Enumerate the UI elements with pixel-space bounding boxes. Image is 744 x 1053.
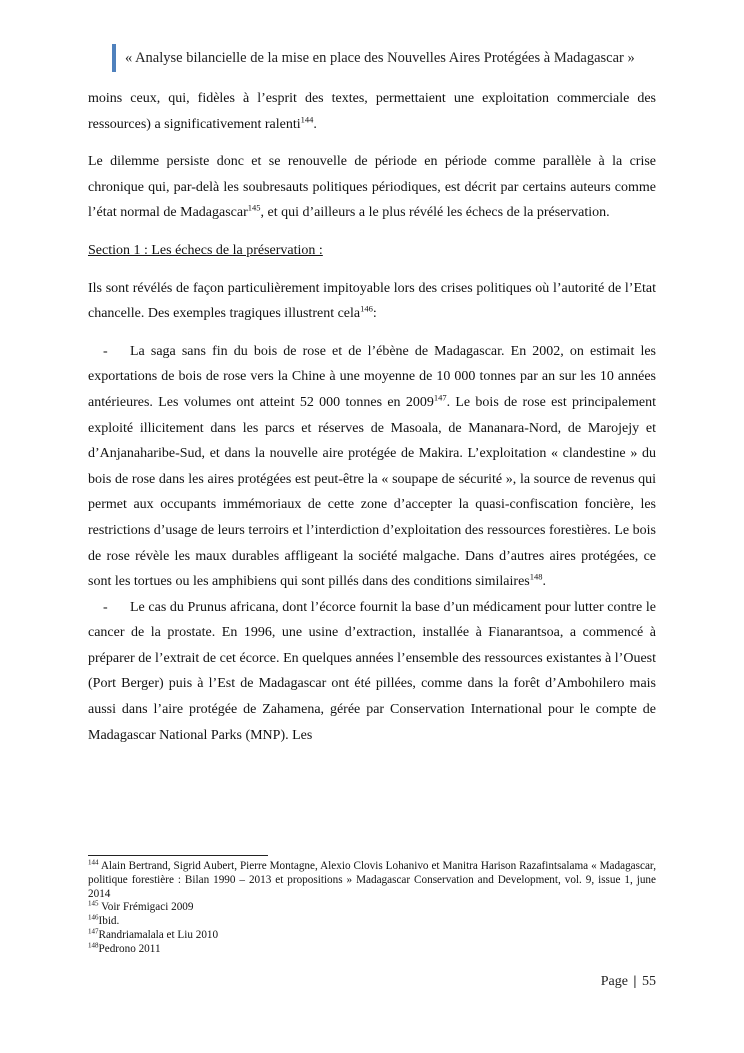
bullet-bois-de-rose: - La saga sans fin du bois de rose et de l’ébène de Madagascar. En 2002, on estimait les exportations de bois de rose vers la Chine à une moyenne de 10 000 tonnes par an sur les 10 années antérieures. Les volumes ont atteint 52 000 tonnes en 2009$^{147}$. Le bois de rose est principalement exploité illicitement dans les parcs et réserves de Masoala, de Mananara-Nord, de Marojejy et d’Anjanaharibe-Sud, et dans la nouvelle aire protégée de Makira. L’exploitation « clandestine » du bois de rose dans les aires protégées est peut-être la « soupape de sécurité », la source de revenus qui permet aux occupants immémoriaux de cette zone d’accepter la quasi-confiscation foncière, les restrictions d’usage de leurs terroirs et l’interdiction d’exploitation des ressources forestières. Le bois de rose révèle les maux durables affligeant la société malgache. Dans d’autres aires protégées, ce sont les tortues ou les amphibiens qui sont pillés dans des conditions similaires$^{148}$.: [88, 339, 656, 595]
main-body: [88, 86, 656, 748]
footnote-144: $^{144}$ Alain Bertrand, Sigrid Aubert, Pierre Montagne, Alexio Clovis Lohanivo et Manitra Harison Razafintsalama « Madagascar, politique forestière : Bilan 1990 – 2013 et propositions » Madagascar Conservation and Development, vol. 9, issue 1, june 2014: [88, 858, 656, 900]
paragraph-dilemma: Le dilemme persiste donc et se renouvelle de période en période comme parallèle à la crise chronique qui, par-delà les soubresauts politiques périodiques, est décrit par certains auteurs comme l’état normal de Madagascar$^{145}$, et qui d’ailleurs a le plus révélé les échecs de la préservation.: [88, 154, 656, 221]
footnote-ref-148: 148: [529, 571, 543, 582]
footnote-148: $^{148}$Pedrono 2011: [88, 941, 161, 955]
bullet-prunus-africana: - Le cas du Prunus africana, dont l’écorce fournit la base d’un médicament pour lutter contre le cancer de la prostate. En 1996, une usine d’extraction, installée à Fianarantsoa, a commencé à préparer de l’extrait de cet écorce. En quelques années l’ensemble des ressources existantes à l’Ouest (Port Berger) puis à l’Est de Madagascar ont été pillées, comme dans la forêt d’Ambohilero mais aussi dans l’aire protégée de Zahamena, gérée par Conservation International pour le compte de Madagascar National Parks (MNP). Les: [88, 595, 656, 749]
running-header: [112, 44, 635, 72]
footnotes: [88, 860, 656, 957]
page-label: Page: [600, 974, 628, 989]
footnote-ref-147: 147: [433, 392, 447, 403]
page-number: 55: [642, 974, 656, 989]
footnote-145: $^{145}$ Voir Frémigaci 2009: [88, 899, 194, 914]
bullet-dash: -: [103, 343, 108, 359]
page-separator: |: [633, 974, 637, 989]
footnote-ref-144: 144: [300, 113, 314, 124]
section-heading: Section 1 : Les échecs de la préservation :: [88, 242, 323, 258]
footnote-separator: [88, 855, 268, 856]
footnote-147: $^{147}$Randriamalala et Liu 2010: [88, 927, 219, 941]
bullet-dash: -: [103, 599, 108, 615]
footnote-146: $^{146}$Ibid.: [88, 913, 120, 928]
footnote-ref-146: 146: [360, 303, 373, 314]
paragraph-intro: Ils sont révélés de façon particulièrement impitoyable lors des crises politiques où l’autorité de l’Etat chancelle. Des exemples tragiques illustrent cela$^{146}$:: [88, 280, 656, 322]
header-title: « Analyse bilancielle de la mise en place des Nouvelles Aires Protégées à Madagascar »: [125, 50, 635, 66]
paragraph-continuation: moins ceux, qui, fidèles à l’esprit des textes, permettaient une exploitation commerciale des ressources) a significativement ralenti$^{144}$.: [88, 91, 656, 132]
page-number-footer: [601, 974, 656, 990]
footnote-ref-145: 145: [247, 202, 261, 213]
